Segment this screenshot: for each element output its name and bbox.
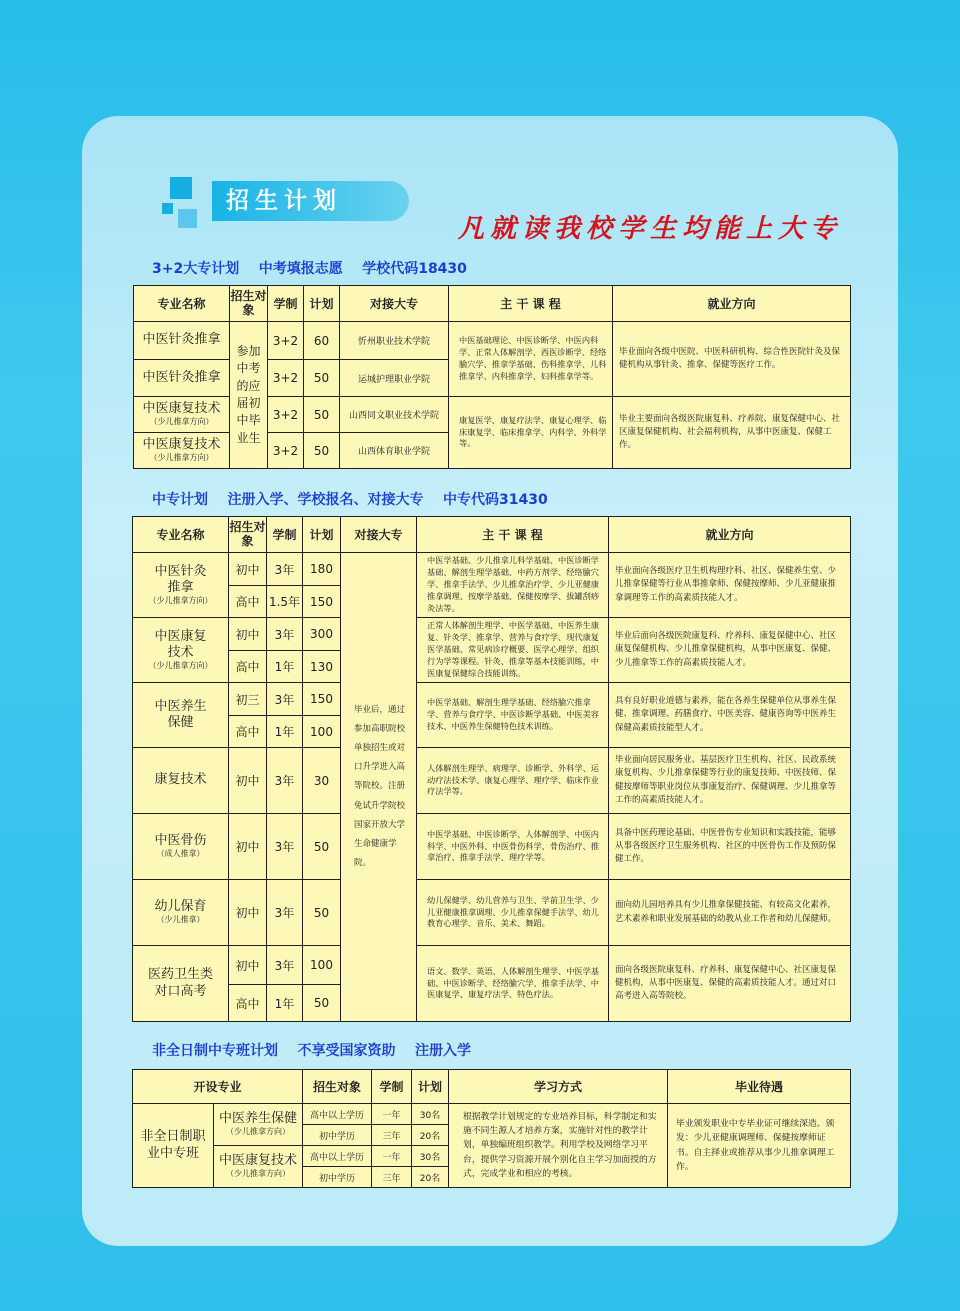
job-cell: 具有良好职业道德与素养，能在各养生保健单位从事养生保健、推拿调理、药膳食疗、中医美容、健康咨询等中医养生保健高素质技能型人才。 xyxy=(609,683,851,748)
col-years: 学制 xyxy=(267,517,303,553)
course-cell: 语文、数学、英语、人体解剖生理学、中医学基础、中医诊断学、经络腧穴学、推拿手法学、中医康复学、康复疗法学、特色疗法。 xyxy=(417,946,609,1022)
course-cell: 人体解剖生理学、病理学、诊断学、外科学、运动疗法技术学、康复心理学、理疗学、临床作业疗法学等。 xyxy=(417,748,609,814)
col-plan: 计划 xyxy=(304,286,340,322)
col-major: 专业名称 xyxy=(134,286,230,322)
plan-cell: 150 xyxy=(303,586,341,618)
target-cell: 高中以上学历 xyxy=(303,1146,372,1167)
col-job: 就业方向 xyxy=(613,286,851,322)
college-cell: 山西体育职业学院 xyxy=(340,433,449,469)
job-cell: 毕业主要面向各级医院康复科、疗养院、康复保健中心、社区康复保健机构、社会福利机构，从事中医康复、保健工作。 xyxy=(613,397,851,469)
target-cell: 高中 xyxy=(229,651,267,683)
major-label: 医药卫生类对口高考 xyxy=(147,967,213,999)
col-college: 对接大专 xyxy=(341,517,417,553)
col-method: 学习方式 xyxy=(449,1070,668,1104)
years-cell: 3年 xyxy=(267,683,303,716)
years-cell: 1年 xyxy=(267,651,303,683)
slogan: 凡就读我校学生均能上大专 xyxy=(458,214,843,244)
target-cell: 初中 xyxy=(229,946,267,985)
years-cell: 3+2 xyxy=(268,433,304,469)
plan-cell: 50 xyxy=(304,360,340,397)
years-cell: 三年 xyxy=(372,1125,412,1146)
group-cell xyxy=(133,1104,214,1188)
method-cell: 根据教学计划规定的专业培养目标，科学制定和实施不同生源人才培养方案，实施针对性的教学计划，单独编班组织教学。利用学校及网络学习平台，提供学习资源开展个别化自主学习加面授的方式，完成学业和相应的考核。 xyxy=(449,1104,668,1188)
years-cell: 三年 xyxy=(372,1167,412,1188)
col-job: 就业方向 xyxy=(609,517,851,553)
plan-cell: 130 xyxy=(303,651,341,683)
years-cell: 3+2 xyxy=(268,360,304,397)
t2-title: 中专计划 注册入学、学校报名、对接大专 中专代码31430 xyxy=(152,492,548,508)
major-label: 中医针灸推拿 xyxy=(154,563,207,595)
course-cell: 中医学基础、少儿推拿儿科学基础、中医诊断学基础、解剖生理学基础、中药方剂学、经络腧穴学、推拿手法学、少儿推拿治疗学、少儿亚健康推拿调理、按摩学基础、保健按摩学、拔罐刮痧灸法等。 xyxy=(417,553,609,618)
col-plan: 计划 xyxy=(412,1070,449,1104)
plan-cell: 30名 xyxy=(412,1104,449,1125)
plan-cell: 20名 xyxy=(412,1125,449,1146)
course-cell: 幼儿保健学、幼儿营养与卫生、学前卫生学、少儿亚健康推拿调理、少儿推拿保健手法学、幼儿教育心理学、音乐、美术、舞蹈。 xyxy=(417,880,609,946)
target-cell: 参加中考的应届初中毕业生 xyxy=(230,322,268,469)
years-cell: 3+2 xyxy=(268,322,304,360)
years-cell: 3年 xyxy=(267,880,303,946)
plan-cell: 30名 xyxy=(412,1146,449,1167)
job-cell: 毕业面向各级中医院、中医科研机构、综合性医院针灸及保健机构从事针灸、推拿、保健等医疗工作。 xyxy=(613,322,851,397)
years-cell: 3年 xyxy=(267,618,303,651)
col-target: 招生对象 xyxy=(303,1070,372,1104)
job-cell: 毕业面向各级医疗卫生机构理疗科、社区、保健养生堂、少儿推拿保健等行业从事推拿师、保健按摩师、少儿亚健康推拿调理等工作的高素质技能人才。 xyxy=(609,553,851,618)
major-sub: （少儿推拿方向） xyxy=(226,1127,290,1137)
major-name xyxy=(134,433,230,469)
major-sub: （成人推拿） xyxy=(156,849,205,859)
group-label: 非全日制职业中专班 xyxy=(140,1129,206,1161)
college-cell: 忻州职业技术学院 xyxy=(340,322,449,360)
job-cell: 毕业面向居民服务业、基层医疗卫生机构、社区、民政系统康复机构、少儿推拿保健等行业的康复技师、中医技师、保健按摩师等职业岗位从事康复治疗、保健调理、少儿推拿等工作的高素质技能人才。 xyxy=(609,748,851,814)
college-cell: 山西同文职业技术学院 xyxy=(340,397,449,433)
plan-cell: 100 xyxy=(303,716,341,748)
years-cell: 3年 xyxy=(267,748,303,814)
plan-cell: 60 xyxy=(304,322,340,360)
t2-table xyxy=(132,516,851,1022)
years-cell: 3年 xyxy=(267,553,303,586)
t3-title: 非全日制中专班计划 不享受国家资助 注册入学 xyxy=(152,1043,471,1059)
major-name xyxy=(133,880,229,946)
plan-cell: 50 xyxy=(304,433,340,469)
plan-cell: 20名 xyxy=(412,1167,449,1188)
major-label: 中医养生保健 xyxy=(219,1111,298,1127)
t1-title: 3+2大专计划 中考填报志愿 学校代码18430 xyxy=(152,261,467,277)
job-cell: 面向各级医院康复科、疗养科、康复保健中心、社区康复保健机构，从事中医康复、保健的高素质技能人才。通过对口高考进入高等院校。 xyxy=(609,946,851,1022)
target-cell: 初三 xyxy=(229,683,267,716)
major-name xyxy=(214,1104,303,1146)
major-sub: （少儿推拿方向） xyxy=(148,661,213,671)
plan-cell: 180 xyxy=(303,553,341,586)
years-cell: 一年 xyxy=(372,1146,412,1167)
major-label: 中医养生保健 xyxy=(154,698,207,730)
target-cell: 初中 xyxy=(229,880,267,946)
plan-cell: 150 xyxy=(303,683,341,716)
years-cell: 1.5年 xyxy=(267,586,303,618)
decor-square xyxy=(170,177,192,199)
major-name xyxy=(133,618,229,683)
target-cell: 初中 xyxy=(229,814,267,880)
plan-cell: 50 xyxy=(304,397,340,433)
col-target: 招生对象 xyxy=(229,517,267,553)
major-label: 中医康复技术 xyxy=(154,628,207,660)
major-name xyxy=(133,814,229,880)
plan-cell: 50 xyxy=(303,985,341,1022)
col-course: 主 干 课 程 xyxy=(417,517,609,553)
years-cell: 1年 xyxy=(267,716,303,748)
job-cell: 毕业后面向各级医院康复科、疗养科、康复保健中心、社区康复保健机构、少儿推拿保健机构，从事中医康复、保健、少儿推拿等工作的高素质技能人才。 xyxy=(609,618,851,683)
years-cell: 一年 xyxy=(372,1104,412,1125)
major-name: 中医针灸推拿 xyxy=(134,360,230,397)
section-banner: 招生计划 xyxy=(212,181,409,221)
col-plan: 计划 xyxy=(303,517,341,553)
major-sub: （少儿推拿方向） xyxy=(149,453,214,463)
t3-table xyxy=(132,1069,851,1188)
target-cell: 高中 xyxy=(229,985,267,1022)
col-course: 主 干 课 程 xyxy=(449,286,613,322)
target-cell: 高中 xyxy=(229,716,267,748)
major-name xyxy=(214,1146,303,1188)
target-cell: 初中 xyxy=(229,553,267,586)
target-cell: 初中学历 xyxy=(303,1125,372,1146)
target-cell: 初中学历 xyxy=(303,1167,372,1188)
major-sub: （少儿推拿方向） xyxy=(148,596,213,606)
col-college: 对接大专 xyxy=(340,286,449,322)
major-sub: （少儿推拿方向） xyxy=(226,1169,290,1179)
course-cell: 康复医学、康复疗法学、康复心理学、临床康复学、临床推拿学、内科学、外科学等。 xyxy=(449,397,613,469)
plan-cell: 50 xyxy=(303,880,341,946)
major-name: 中医针灸推拿 xyxy=(134,322,230,360)
target-cell: 初中 xyxy=(229,618,267,651)
major-name xyxy=(133,553,229,618)
job-cell: 面向幼儿园培养具有少儿推拿保健技能、有较高文化素养，艺术素养和职业发展基础的幼教从业工作者和幼儿保健师。 xyxy=(609,880,851,946)
major-label: 中医康复技术 xyxy=(142,437,221,453)
t1-table xyxy=(133,285,851,469)
col-years: 学制 xyxy=(268,286,304,322)
major-label: 幼儿保育 xyxy=(154,899,207,915)
course-cell: 中医学基础、解剖生理学基础、经络腧穴推拿学、营养与食疗学、中医诊断学基础、中医美容技术、中医养生保健特色技术训练。 xyxy=(417,683,609,748)
plan-cell: 100 xyxy=(303,946,341,985)
course-cell: 中医基础理论、中医诊断学、中医内科学、正常人体解剖学、西医诊断学、经络腧穴学、推拿学基础、伤科推拿学、儿科推拿学、内科推拿学、妇科推拿学等。 xyxy=(449,322,613,397)
target-cell: 初中 xyxy=(229,748,267,814)
course-cell: 正常人体解剖生理学、中医学基础、中医养生康复、针灸学、推拿学、营养与食疗学、现代康复医学基础、常见病诊疗概要、医学心理学、组织行为学等课程。针灸、推拿等基本技能训练，中医康复保健综合技能训练。 xyxy=(417,618,609,683)
major-label: 中医康复技术 xyxy=(219,1153,298,1169)
major-label: 中医骨伤 xyxy=(154,833,207,849)
years-cell: 3+2 xyxy=(268,397,304,433)
plan-cell: 50 xyxy=(303,814,341,880)
col-years: 学制 xyxy=(372,1070,412,1104)
years-cell: 3年 xyxy=(267,814,303,880)
years-cell: 3年 xyxy=(267,946,303,985)
college-cell: 运城护理职业学院 xyxy=(340,360,449,397)
major-name xyxy=(133,683,229,748)
decor-square xyxy=(162,203,173,214)
major-name: 康复技术 xyxy=(133,748,229,814)
major-label: 中医康复技术 xyxy=(142,401,221,417)
college-cell: 毕业后，通过参加高职院校单独招生或对口升学进入高等院校。注册免试升学院校国家开放大学生命健康学院。 xyxy=(341,553,417,1022)
target-cell: 高中以上学历 xyxy=(303,1104,372,1125)
target-cell: 高中 xyxy=(229,586,267,618)
benefit-cell: 毕业颁发职业中专毕业证可继续深造。颁发：少儿亚健康调理师、保健按摩师证书。自主择业或推荐从事少儿推拿调理工作。 xyxy=(668,1104,851,1188)
course-cell: 中医学基础、中医诊断学、人体解剖学、中医内科学、中医外科、中医骨伤科学、骨伤治疗、推拿治疗、推拿手法学、理疗学等。 xyxy=(417,814,609,880)
job-cell: 具备中医药理论基础、中医骨伤专业知识和实践技能，能够从事各级医疗卫生服务机构、社区的中医骨伤工作及预防保健工作。 xyxy=(609,814,851,880)
col-major: 专业名称 xyxy=(133,517,229,553)
plan-cell: 300 xyxy=(303,618,341,651)
major-sub: （少儿推拿方向） xyxy=(149,417,214,427)
decor-square xyxy=(178,209,197,228)
plan-cell: 30 xyxy=(303,748,341,814)
col-major: 开设专业 xyxy=(133,1070,303,1104)
col-benefit: 毕业待遇 xyxy=(668,1070,851,1104)
col-target: 招生对象 xyxy=(230,286,268,322)
major-name xyxy=(134,397,230,433)
major-name xyxy=(133,946,229,1022)
major-sub: （少儿推拿） xyxy=(156,915,205,925)
years-cell: 1年 xyxy=(267,985,303,1022)
